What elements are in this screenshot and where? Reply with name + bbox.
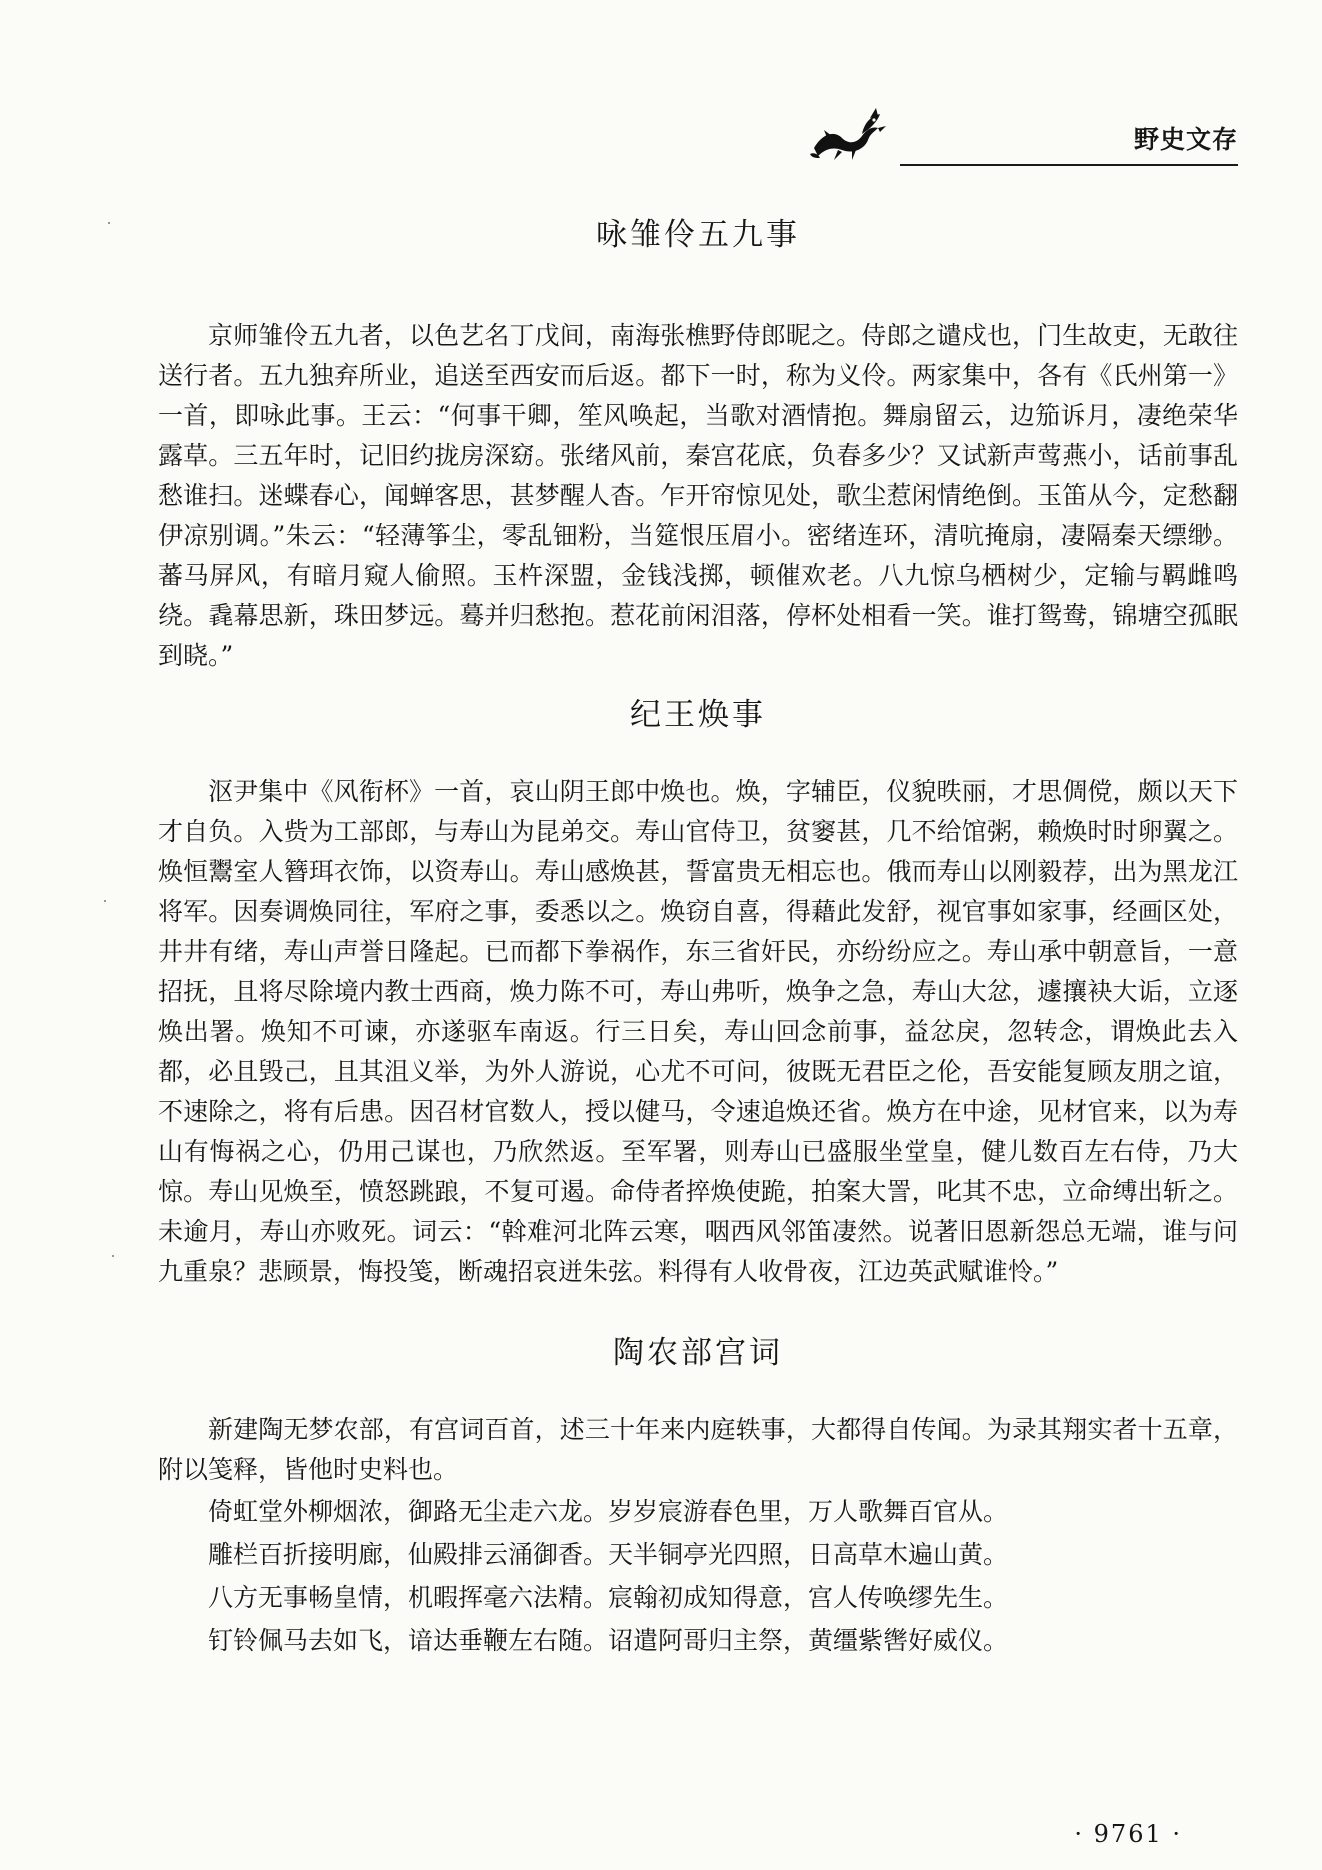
header-title: 野史文存 <box>1133 125 1238 154</box>
poem-line: 倚虹堂外柳烟浓，御路无尘走六龙。岁岁宸游春色里，万人歌舞百官从。 <box>208 1497 1009 1526</box>
section-title: 咏雏伶五九事 <box>596 217 800 253</box>
scan-speck <box>104 900 106 902</box>
section-paragraph: 沤尹集中《风衔杯》一首，哀山阴王郎中焕也。焕，字辅臣，仪貌昳丽，才思倜傥，颇以天下才自负。入赀为工部郎，与寿山为昆弟交。寿山官侍卫，贫窭甚，几不给馆粥，赖焕时时卵翼之。焕恒鬻室人簪珥衣饰，以资寿山。寿山感焕甚，誓富贵无相忘也。俄而寿山以刚毅荐，出为黑龙江将军。因奏调焕同往，军府之事，委悉以之。焕窃自喜，得藉此发舒，视官事如家事，经画区处，井井有绪，寿山声誉日隆起。已而都下拳祸作，东三省奸民，亦纷纷应之。寿山承中朝意旨，一意招抚，且将尽除境内教士西商，焕力陈不可，寿山弗听，焕争之急，寿山大忿，遽攘袂大诟，立逐焕出署。焕知不可谏，亦遂驱车南返。行三日矣，寿山回念前事，益忿戾，忽转念，谓焕此去入都，必且毁己，且其沮义举，为外人游说，心尤不可问，彼既无君臣之伦，吾安能复顾友朋之谊，不速除之，将有后患。因召材官数人，授以健马，令速追焕还省。焕方在中途，见材官来，以为寿山有悔祸之心，仍用己谋也，乃欣然返。至军署，则寿山已盛服坐堂皇，健儿数百左右侍，乃大惊。寿山见焕至，愤怒跳踉，不复可遏。命侍者捽焕使跪，拍案大詈，叱其不忠，立命缚出斩之。未逾月，寿山亦败死。词云：“斡难河北阵云寒，咽西风邻笛凄然。说著旧恩新怨总无端，谁与问九重泉？悲顾景，悔投笺，断魂招哀迸朱弦。料得有人收骨夜，江边英武赋谁怜。” <box>158 777 1238 1286</box>
dragon-logo-icon <box>808 104 888 164</box>
poem-line: 雕栏百折接明廊，仙殿排云涌御香。天半铜亭光四照，日高草木遍山黄。 <box>208 1540 1009 1569</box>
page-header <box>808 100 1238 170</box>
page-number: · 9761 · <box>1074 1820 1182 1848</box>
scan-speck <box>108 222 110 224</box>
section-title: 陶农部宫词 <box>613 1335 783 1371</box>
poem-line: 八方无事畅皇情，机暇挥毫六法精。宸翰初成知得意，宫人传唤缪先生。 <box>208 1583 1009 1612</box>
poem-line: 钉铃佩马去如飞，谙达垂鞭左右随。诏遣阿哥归主祭，黄缰紫辔好威仪。 <box>208 1626 1009 1655</box>
section-paragraph: 新建陶无梦农部，有宫词百首，述三十年来内庭轶事，大都得自传闻。为录其翔实者十五章，附以笺释，皆他时史料也。 <box>158 1415 1238 1484</box>
header-rule <box>900 164 1238 166</box>
section-title: 纪王焕事 <box>630 697 766 733</box>
page-content <box>158 210 1238 1662</box>
section-paragraph: 京师雏伶五九者，以色艺名丁戊间，南海张樵野侍郎昵之。侍郎之谴戍也，门生故吏，无敢往送行者。五九独弃所业，追送至西安而后返。都下一时，称为义伶。两家集中，各有《氏州第一》一首，即咏此事。王云：“何事干卿，笙风唤起，当歌对酒情抱。舞扇留云，边笳诉月，凄绝荣华露草。三五年时，记旧约拢房深窈。张绪风前，秦宫花底，负春多少？又试新声莺燕小，话前事乱愁谁扫。迷蝶春心，闻蝉客思，甚梦醒人杳。乍开帘惊见处，歌尘惹闲情绝倒。玉笛从今，定愁翻伊凉别调。”朱云：“轻薄筝尘，零乱钿粉，当筵恨压眉小。密绪连环，清吭掩扇，凄隔秦天缥缈。蕃马屏风，有暗月窥人偷照。玉杵深盟，金钱浅掷，顿催欢老。八九惊乌栖树少，定输与羁雌鸣绕。毳幕思新，珠田梦远。蓦并归愁抱。惹花前闲泪落，停杯处相看一笑。谁打鸳鸯，锦塘空孤眠到晓。” <box>158 321 1238 670</box>
scan-speck <box>112 1255 114 1257</box>
